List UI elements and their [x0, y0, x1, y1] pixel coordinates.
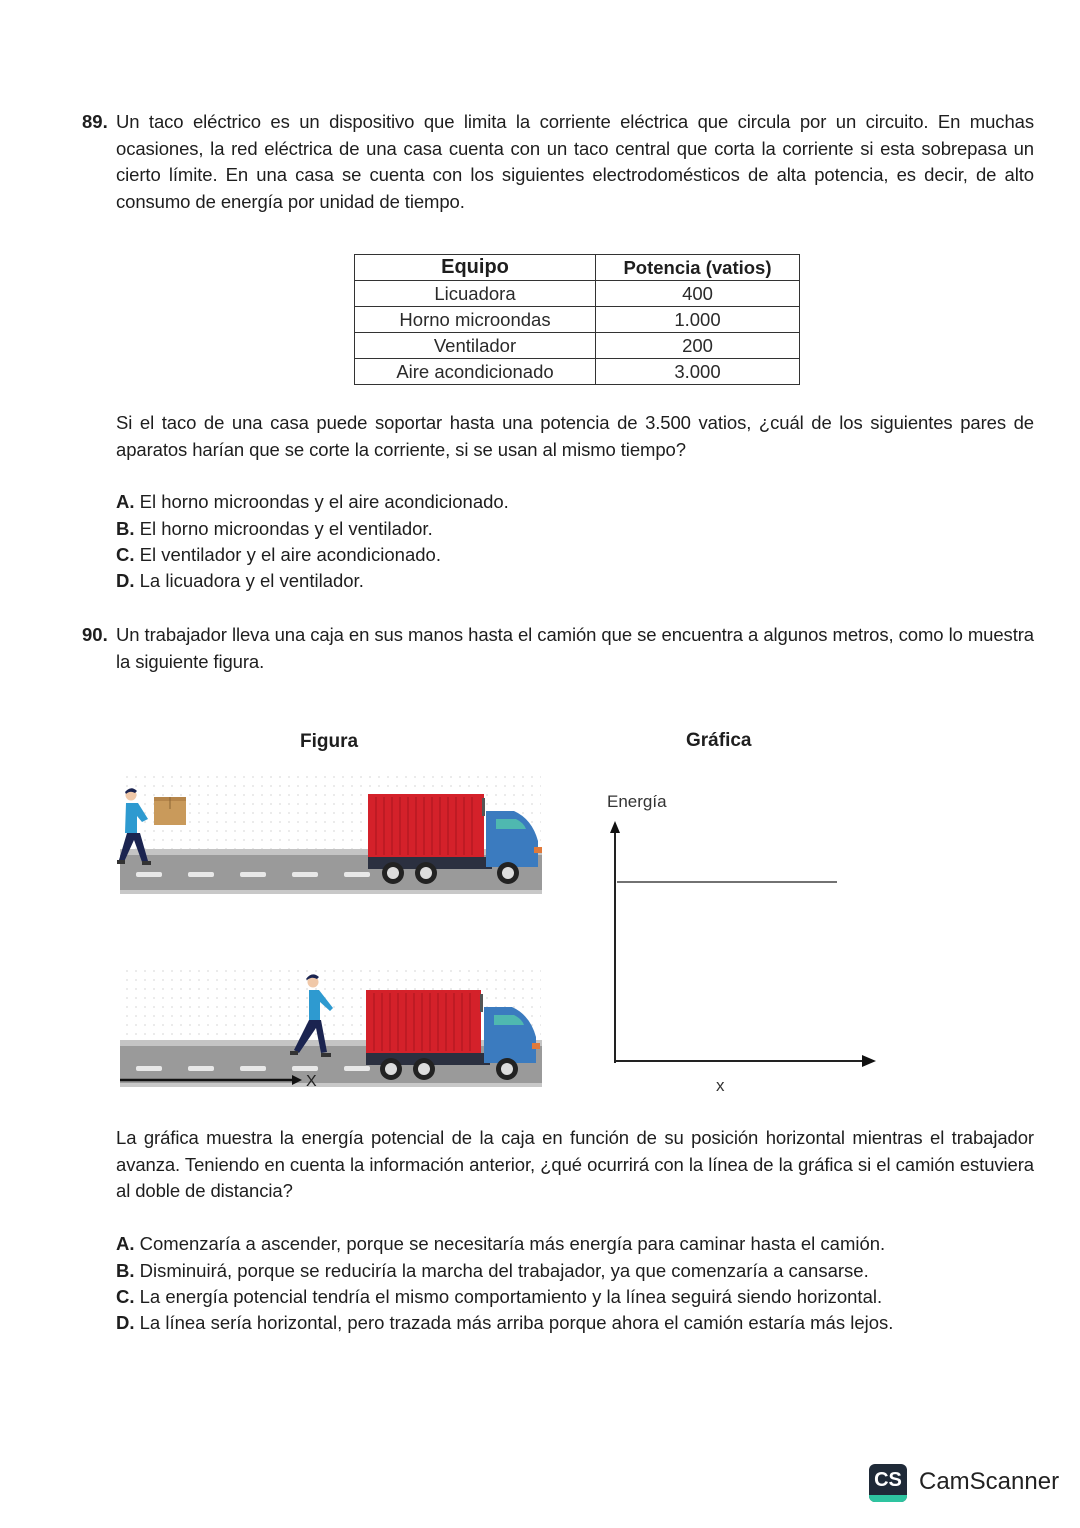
q89-option-d[interactable] [116, 568, 364, 595]
option-text: El horno microondas y el aire acondicionado. [134, 491, 509, 512]
graph-caption: Gráfica [686, 730, 752, 751]
table-header-equipo: Equipo [355, 255, 596, 281]
option-letter: A. [116, 491, 135, 512]
q90-option-c[interactable] [116, 1284, 882, 1311]
graph-y-axis-label: Energía [607, 792, 667, 811]
power-table [354, 254, 800, 385]
y-axis [610, 821, 620, 1063]
question-90-prompt: La gráfica muestra la energía potencial de la caja en función de su posición horizontal mientras el trabajador avanza. Teniendo en cuenta la información anterior, ¿qué ocurrirá con la línea de la gráfica si el camión estuviera al doble de distancia? [116, 1127, 1034, 1201]
x-axis [615, 1055, 876, 1067]
table-cell-potencia: 200 [596, 333, 800, 359]
option-text: La energía potencial tendría el mismo comportamiento y la línea seguirá siendo horizontal. [134, 1286, 883, 1307]
option-text: La línea sería horizontal, pero trazada más arriba porque ahora el camión estaría más lejos. [134, 1312, 894, 1333]
table-cell-equipo: Ventilador [355, 333, 596, 359]
option-text: El ventilador y el aire acondicionado. [134, 544, 441, 565]
question-90-number: 90. [82, 624, 108, 645]
energy-graph [600, 815, 890, 1080]
table-header-potencia: Potencia (vatios) [596, 255, 800, 281]
question-89-intro: Un taco eléctrico es un dispositivo que limita la corriente eléctrica que circula por un circuito. En muchas ocasiones, la red eléctrica de una casa cuenta con un taco central que corta la corriente si esta sobrepasa un cierto límite. En una casa se cuenta con los siguientes electrodomésticos de alta potencia, es decir, de alto consumo de energía por unidad de tiempo. [116, 111, 1034, 212]
q90-option-b[interactable] [116, 1258, 869, 1285]
table-row [355, 333, 800, 359]
table-cell-potencia: 1.000 [596, 307, 800, 333]
q89-option-a[interactable] [116, 489, 509, 516]
q90-option-a[interactable] [116, 1231, 885, 1258]
option-letter: A. [116, 1233, 135, 1254]
camscanner-brand: CamScanner [919, 1468, 1060, 1495]
question-89-prompt: Si el taco de una casa puede soportar hasta una potencia de 3.500 vatios, ¿cuál de los siguientes pares de aparatos harían que se corte la corriente, si se usan al mismo tiempo? [116, 412, 1034, 460]
q89-option-b[interactable] [116, 516, 433, 543]
question-89-number: 89. [82, 111, 108, 132]
table-cell-equipo: Aire acondicionado [355, 359, 596, 385]
q89-option-c[interactable] [116, 542, 441, 569]
option-text: Disminuirá, porque se reduciría la marcha del trabajador, ya que comenzaría a cansarse. [134, 1260, 869, 1281]
table-cell-equipo: Horno microondas [355, 307, 596, 333]
table-cell-equipo: Licuadora [355, 281, 596, 307]
option-letter: B. [116, 518, 135, 539]
scene-end-illustration [116, 960, 546, 1092]
table-header-row [355, 255, 800, 281]
option-text: El horno microondas y el ventilador. [134, 518, 433, 539]
scene-start-illustration [116, 775, 546, 900]
table-row [355, 359, 800, 385]
camscanner-logo-icon [869, 1464, 907, 1502]
figure-caption: Figura [300, 731, 359, 752]
table-row [355, 307, 800, 333]
graph-x-axis-label: x [716, 1076, 725, 1095]
q90-option-d[interactable] [116, 1310, 893, 1337]
option-letter: D. [116, 570, 135, 591]
position-marker-x: X [306, 1073, 317, 1090]
option-text: Comenzaría a ascender, porque se necesitaría más energía para caminar hasta el camión. [134, 1233, 886, 1254]
table-cell-potencia: 3.000 [596, 359, 800, 385]
logo-text: CS [874, 1469, 902, 1491]
table-cell-potencia: 400 [596, 281, 800, 307]
option-letter: C. [116, 1286, 135, 1307]
option-letter: B. [116, 1260, 135, 1281]
option-letter: C. [116, 544, 135, 565]
option-text: La licuadora y el ventilador. [134, 570, 364, 591]
table-row [355, 281, 800, 307]
logo-accent-bar [869, 1495, 907, 1502]
question-90-intro: Un trabajador lleva una caja en sus manos hasta el camión que se encuentra a algunos metros, como lo muestra la siguiente figura. [116, 624, 1034, 672]
option-letter: D. [116, 1312, 135, 1333]
